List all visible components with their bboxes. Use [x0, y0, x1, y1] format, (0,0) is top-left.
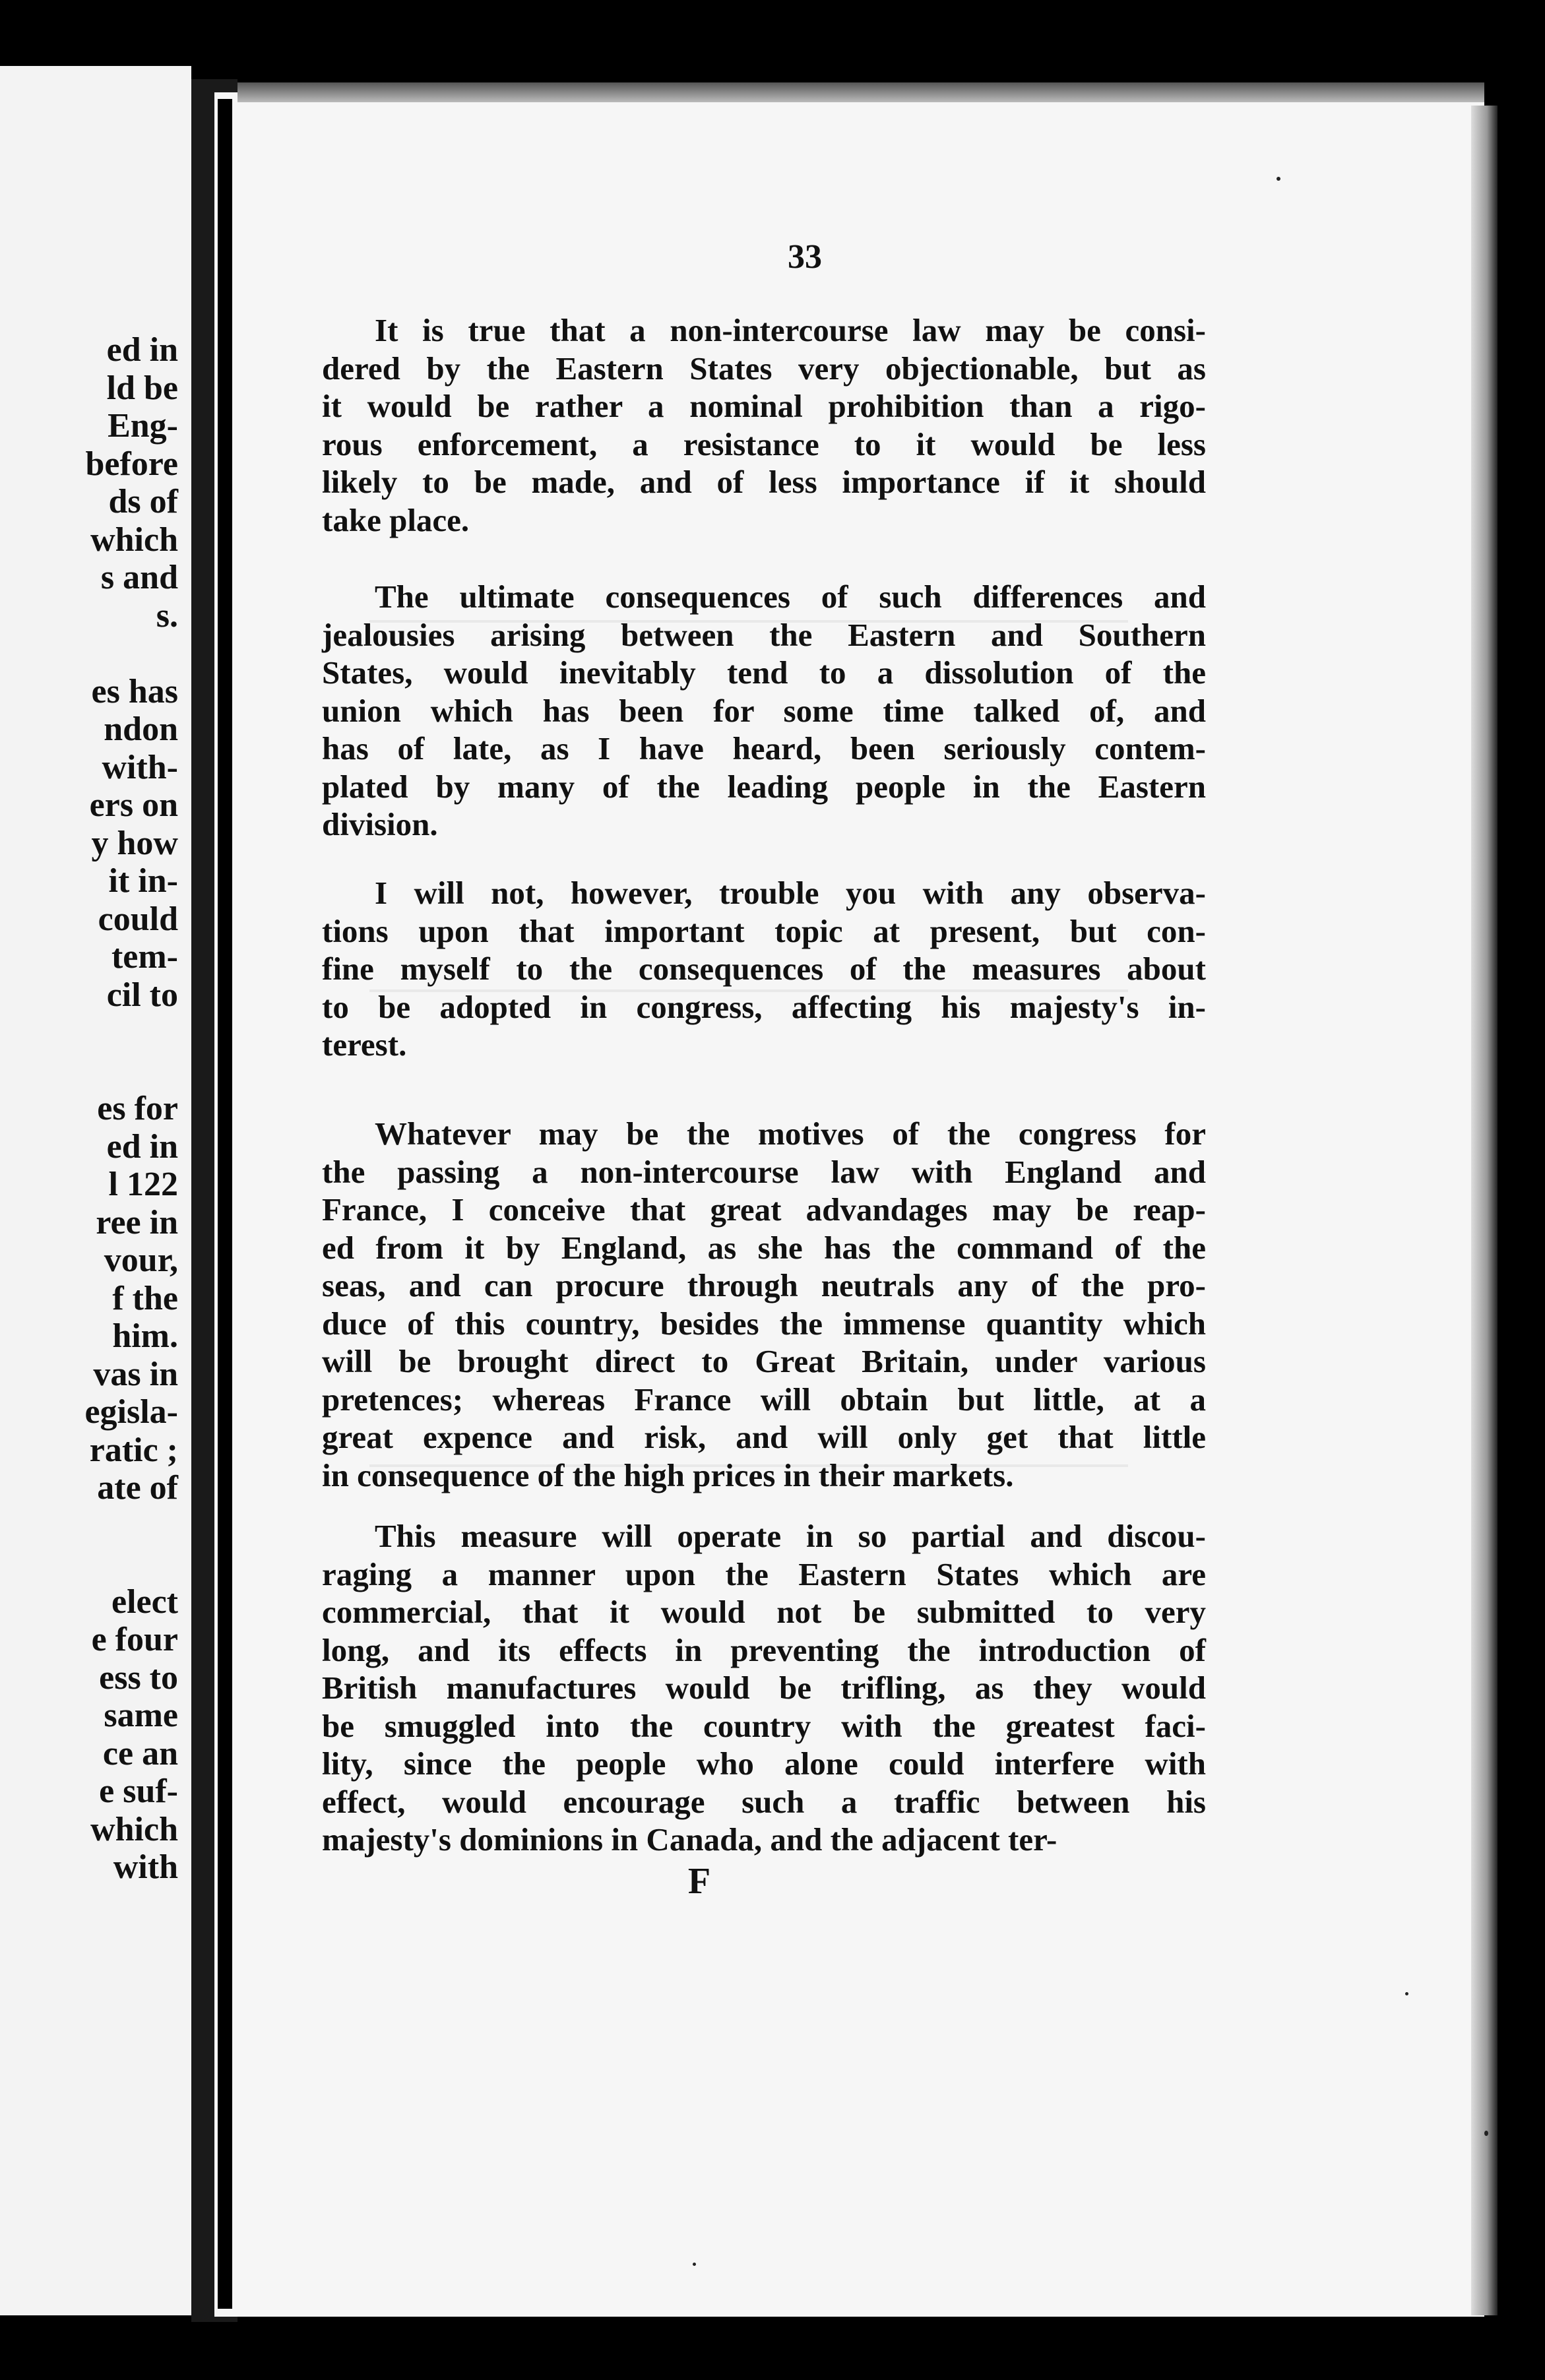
text-line: likely to be made, and of less importance if it should: [322, 464, 1206, 500]
text-line: plated by many of the leading people in the Eastern: [322, 768, 1206, 805]
text-line: seas, and can procure through neutrals any of the pro-: [322, 1267, 1206, 1303]
text-line: rous enforcement, a resistance to it would be less: [322, 425, 1206, 462]
text-line: This measure will operate in so partial and discou-: [375, 1518, 1206, 1554]
text-line: It is true that a non-intercourse law may be consi-: [375, 312, 1206, 348]
page-number: 33: [788, 238, 822, 276]
page-right-edge: [1471, 106, 1498, 2315]
left-page-line: [0, 1507, 178, 1546]
ink-speck: [1405, 1992, 1408, 1995]
text-line: I will not, however, trouble you with any observa-: [375, 875, 1206, 911]
text-line: jealousies arising between the Eastern and Southern: [322, 616, 1206, 653]
left-page-line: which: [90, 520, 178, 559]
text-line: fine myself to the consequences of the measures about: [322, 951, 1206, 987]
text-line: majesty's dominions in Canada, and the adjacent ter-: [322, 1821, 1057, 1858]
left-page-line: [0, 1052, 178, 1090]
left-page-line: ree in: [96, 1203, 178, 1241]
text-line: States, would inevitably tend to a dissolution of the: [322, 654, 1206, 691]
paragraph-2: [322, 578, 1206, 844]
text-line: tions upon that important topic at present, but con-: [322, 912, 1206, 949]
left-page-line: s.: [156, 596, 178, 635]
text-line: raging a manner upon the Eastern States which are: [322, 1555, 1206, 1592]
text-line: duce of this country, besides the immense quantity which: [322, 1305, 1206, 1342]
left-page-line: es has: [91, 672, 178, 710]
left-page-line: elect: [111, 1582, 178, 1621]
left-page-line: cil to: [106, 976, 178, 1014]
left-page-line: l 122: [108, 1166, 178, 1203]
left-page-line: vour,: [104, 1241, 178, 1279]
left-page-line: ratic ;: [89, 1431, 178, 1469]
text-line: long, and its effects in preventing the introduction of: [322, 1631, 1206, 1668]
text-line: terest.: [322, 1026, 407, 1063]
text-line: be smuggled into the country with the greatest faci-: [322, 1707, 1206, 1744]
text-line: take place.: [322, 501, 470, 538]
left-page-line: it in-: [108, 862, 178, 900]
left-page-line: him.: [112, 1317, 178, 1355]
text-line: France, I conceive that great advandages may be reap-: [322, 1191, 1206, 1228]
left-page-line: ate of: [97, 1469, 178, 1507]
text-line: will be brought direct to Great Britain, under various: [322, 1343, 1206, 1379]
left-page-line: Eng-: [108, 407, 178, 445]
paragraph-5: [322, 1517, 1206, 1859]
left-page-line: which: [90, 1810, 178, 1848]
left-page-line: ers on: [89, 786, 178, 824]
ink-speck: [1277, 177, 1280, 181]
left-page-line: e four: [91, 1621, 178, 1658]
left-page-line: vas in: [93, 1355, 178, 1393]
gutter-shadow: [218, 99, 232, 2309]
left-page-line: same: [104, 1697, 178, 1734]
text-line: it would be rather a nominal prohibition than a rigo-: [322, 388, 1206, 424]
left-page-line: could: [98, 900, 178, 938]
left-page-line: e suf-: [99, 1772, 178, 1810]
left-page-line: tem-: [111, 938, 178, 976]
left-page-line: f the: [112, 1279, 178, 1317]
paragraph-4: [322, 1115, 1206, 1494]
paragraph-1: [322, 311, 1206, 539]
text-line: union which has been for some time talked of, and: [322, 692, 1206, 729]
text-line: The ultimate consequences of such differences and: [375, 579, 1206, 615]
signature-mark: F: [687, 1861, 711, 1902]
text-line: British manufactures would be trifling, as they would: [322, 1670, 1206, 1706]
left-page-line: y how: [91, 824, 178, 862]
text-line: lity, since the people who alone could interfere with: [322, 1745, 1206, 1782]
text-line: pretences; whereas France will obtain but little, at a: [322, 1381, 1206, 1418]
left-page-line: [0, 1014, 178, 1052]
text-line: dered by the Eastern States very objectionable, but as: [322, 350, 1206, 387]
left-page-line: ess to: [99, 1658, 178, 1697]
left-page-line: s and: [100, 559, 178, 596]
left-page-line: ndon: [104, 710, 178, 748]
left-page-line: ld be: [106, 369, 178, 407]
text-line: to be adopted in congress, affecting his majesty's in-: [322, 988, 1206, 1025]
left-page-fragment: [0, 66, 191, 2315]
left-page-line: ce an: [102, 1734, 178, 1772]
left-page-line: ed in: [106, 331, 178, 369]
paragraph-3: [322, 874, 1206, 1064]
left-page-line: egisla-: [84, 1393, 178, 1431]
text-line: effect, would encourage such a traffic between his: [322, 1783, 1206, 1820]
text-line: ed from it by England, as she has the command of the: [322, 1229, 1206, 1266]
left-page-line: es for: [97, 1090, 178, 1127]
left-page-line: with: [113, 1848, 178, 1886]
left-page-text: [0, 331, 178, 1887]
page-top-edge: [237, 82, 1484, 102]
text-line: Whatever may be the motives of the congress for: [375, 1115, 1206, 1152]
text-line: has of late, as I have heard, been seriously contem-: [322, 730, 1206, 767]
left-page-line: ed in: [106, 1127, 178, 1166]
text-line: in consequence of the high prices in their markets.: [322, 1456, 1014, 1493]
left-page-line: [0, 635, 178, 673]
text-line: commercial, that it would not be submitted to very: [322, 1594, 1206, 1630]
text-line: division.: [322, 806, 438, 842]
left-page-line: with-: [102, 748, 178, 786]
ink-speck: [693, 2263, 696, 2266]
left-page-line: [0, 1545, 178, 1583]
ink-speck: [1484, 2131, 1488, 2136]
left-page-line: before: [85, 445, 178, 483]
text-line: great expence and risk, and will only get that little: [322, 1419, 1206, 1455]
text-line: the passing a non-intercourse law with England and: [322, 1153, 1206, 1190]
left-page-line: ds of: [108, 483, 178, 520]
